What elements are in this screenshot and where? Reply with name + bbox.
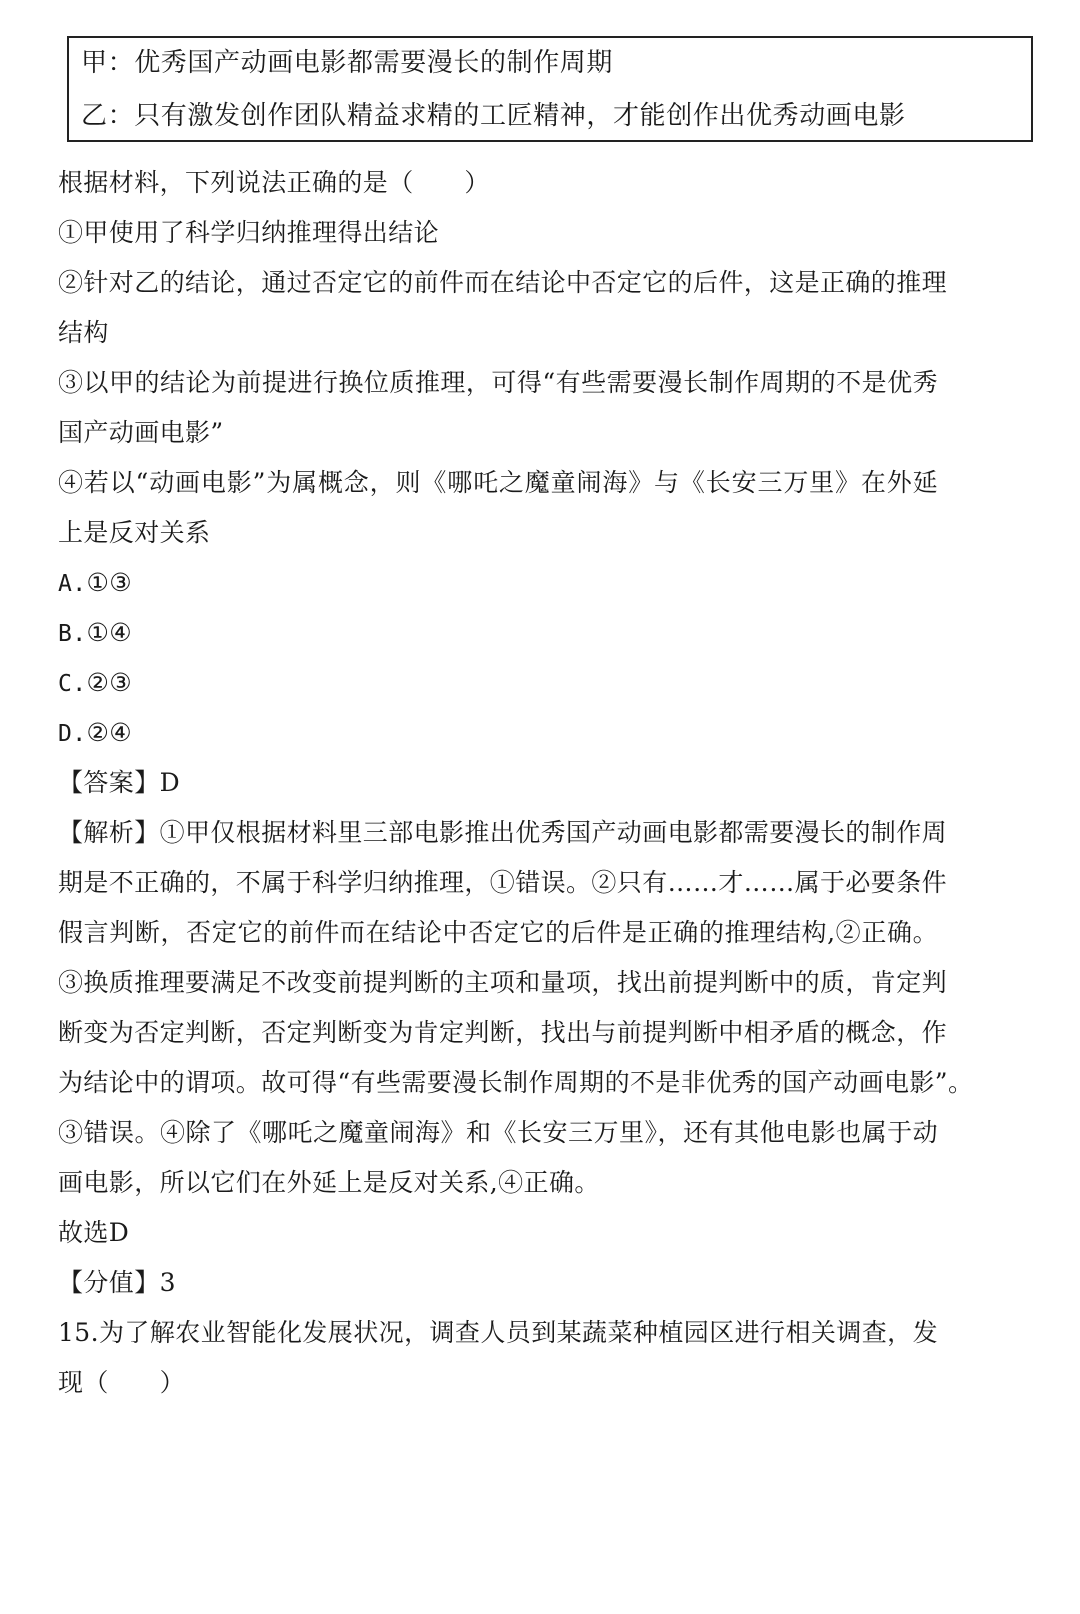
material-jia: 甲：优秀国产动画电影都需要漫长的制作周期 <box>81 48 614 78</box>
statement-3-cont: 国产动画电影” <box>58 418 224 447</box>
analysis-line-5: 断变为否定判断，否定判断变为肯定判断，找出与前提判断中相矛盾的概念，作 <box>58 1018 948 1047</box>
analysis-line-4: ③换质推理要满足不改变前提判断的主项和量项，找出前提判断中的质，肯定判 <box>58 968 948 997</box>
option-a-value: ①③ <box>86 568 133 597</box>
statement-1: ①甲使用了科学归纳推理得出结论 <box>58 218 440 247</box>
analysis-line-2: 期是不正确的，不属于科学归纳推理，①错误。②只有……才……属于必要条件 <box>58 868 948 897</box>
statement-2-cont: 结构 <box>58 318 109 347</box>
analysis-line-8: 画电影，所以它们在外延上是反对关系,④正确。 <box>58 1168 600 1197</box>
option-c-letter: C. <box>58 671 87 697</box>
statement-2: ②针对乙的结论，通过否定它的前件而在结论中否定它的后件，这是正确的推理 <box>58 268 948 297</box>
statement-4: ④若以“动画电影”为属概念，则《哪吒之魔童闹海》与《长安三万里》在外延 <box>58 468 938 497</box>
analysis-line-7: ③错误。④除了《哪吒之魔童闹海》和《长安三万里》，还有其他电影也属于动 <box>58 1118 938 1147</box>
option-d <box>58 718 132 749</box>
conclusion: 故选D <box>58 1218 130 1247</box>
analysis-line-6: 为结论中的谓项。故可得“有些需要漫长制作周期的不是非优秀的国产动画电影”。 <box>58 1068 974 1097</box>
statement-4-cont: 上是反对关系 <box>58 518 211 547</box>
next-question-line-2: 现（ ） <box>58 1368 186 1397</box>
score: 【分值】3 <box>58 1268 176 1297</box>
material-box <box>67 36 1033 142</box>
statement-3: ③以甲的结论为前提进行换位质推理，可得“有些需要漫长制作周期的不是优秀 <box>58 368 938 397</box>
question-stem: 根据材料，下列说法正确的是（ ） <box>58 168 490 197</box>
option-a <box>58 568 132 599</box>
option-b-letter: B. <box>58 621 87 647</box>
material-yi: 乙：只有激发创作团队精益求精的工匠精神，才能创作出优秀动画电影 <box>81 101 906 131</box>
option-b-value: ①④ <box>86 618 133 647</box>
next-question-line-1: 15.为了解农业智能化发展状况，调查人员到某蔬菜种植园区进行相关调查，发 <box>58 1318 938 1347</box>
analysis-line-1: 【解析】①甲仅根据材料里三部电影推出优秀国产动画电影都需要漫长的制作周 <box>58 818 948 847</box>
analysis-line-3: 假言判断，否定它的前件而在结论中否定它的后件是正确的推理结构,②正确。 <box>58 918 938 947</box>
answer: 【答案】D <box>58 768 181 797</box>
option-c-value: ②③ <box>86 668 133 697</box>
option-c <box>58 668 132 699</box>
option-d-letter: D. <box>58 721 87 747</box>
option-d-value: ②④ <box>86 718 133 747</box>
option-a-letter: A. <box>58 571 87 597</box>
option-b <box>58 618 132 649</box>
